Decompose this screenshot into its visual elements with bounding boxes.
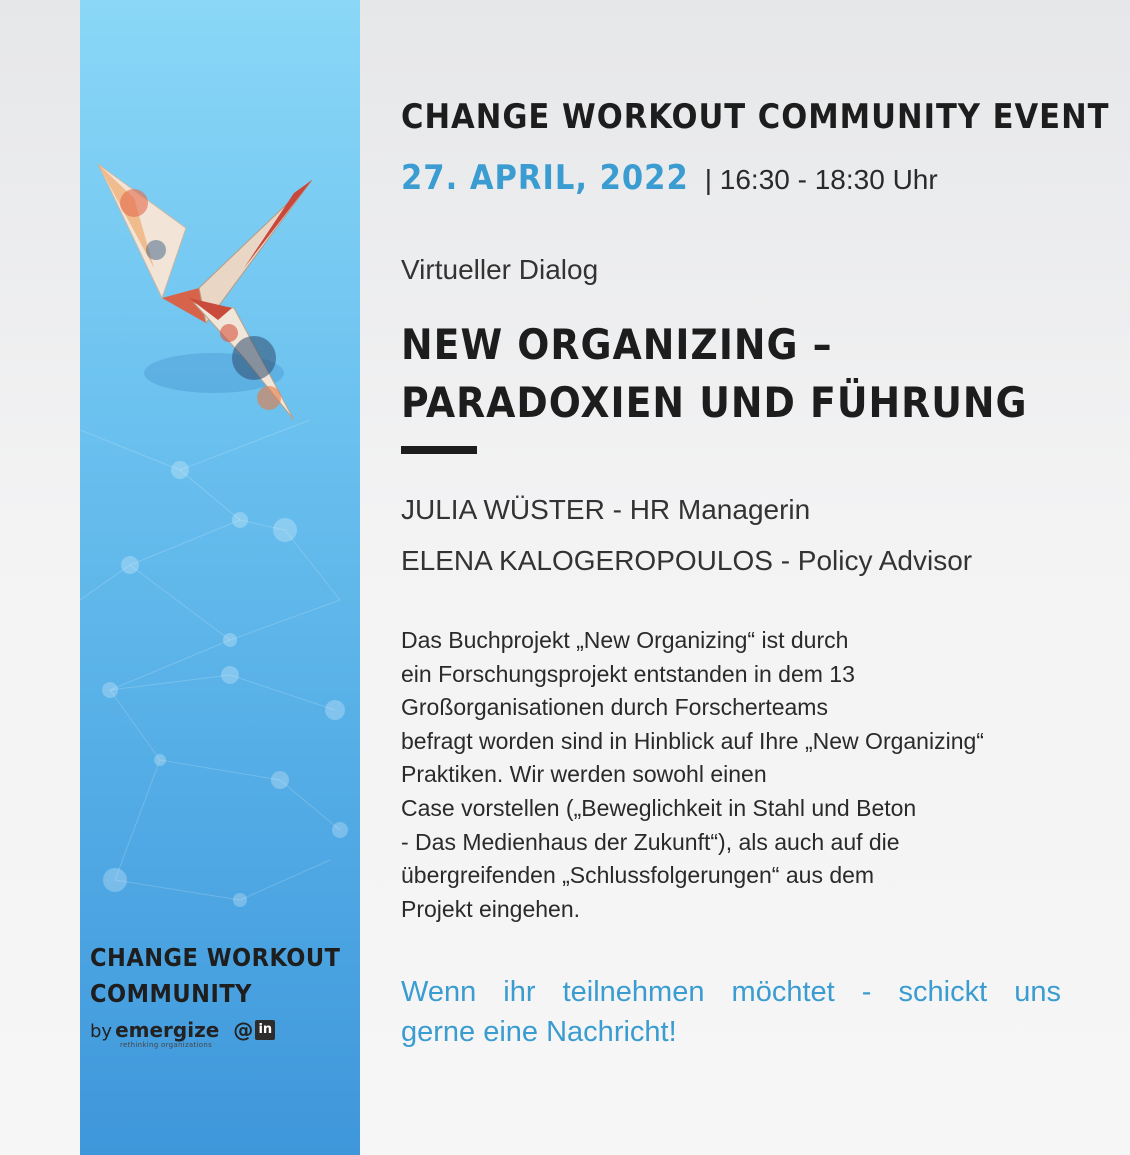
brand-block <box>90 940 355 1049</box>
linkedin-icon[interactable]: in <box>255 1020 275 1040</box>
description-line: ein Forschungsprojekt entstanden in dem 13 <box>401 660 855 687</box>
session-title-line: PARADOXIEN UND FÜHRUNG <box>401 378 1028 427</box>
description-line: - Das Medienhaus der Zukunft“), als auch auf die <box>401 828 900 855</box>
side-panel <box>80 0 360 1155</box>
description-line: Großorganisationen durch Forscherteams <box>401 694 828 721</box>
origami-crane-image <box>94 158 319 428</box>
event-description <box>401 624 1091 926</box>
cta-word: möchtet <box>731 976 835 1008</box>
event-time: | 16:30 - 18:30 Uhr <box>704 164 938 195</box>
session-title <box>401 316 1101 432</box>
brand-row <box>90 1018 355 1042</box>
cta-line <box>401 972 1061 1012</box>
speaker-list <box>401 484 972 586</box>
brand-company <box>90 1018 219 1042</box>
description-line: übergreifenden „Schlussfolgerungen“ aus dem <box>401 862 875 889</box>
title-divider <box>401 446 477 454</box>
cta-word: schickt <box>898 976 988 1008</box>
session-title-line: NEW ORGANIZING – <box>401 320 833 369</box>
event-date-row <box>401 158 938 198</box>
session-format: Virtueller Dialog <box>401 254 599 285</box>
cta-word: - <box>861 976 872 1008</box>
call-to-action <box>401 972 1061 1052</box>
description-line: befragt worden sind in Hinblick auf Ihre „New Organizing“ <box>401 727 984 754</box>
cta-line: gerne eine Nachricht! <box>401 1016 677 1048</box>
description-line: Case vorstellen („Beweglichkeit in Stahl und Beton <box>401 794 917 821</box>
description-line: Praktiken. Wir werden sowohl einen <box>401 761 767 788</box>
event-date: 27. APRIL, 2022 <box>401 158 689 198</box>
cta-word: teilnehmen <box>562 976 705 1008</box>
brand-by-label: by <box>90 1021 113 1042</box>
cta-word: Wenn <box>401 976 477 1008</box>
event-title: CHANGE WORKOUT COMMUNITY EVENT <box>401 97 1110 137</box>
cta-word: uns <box>1014 976 1061 1008</box>
brand-at-symbol: @ <box>233 1018 254 1042</box>
speaker-item: ELENA KALOGEROPOULOS - Policy Advisor <box>401 545 973 576</box>
speaker-item: JULIA WÜSTER - HR Managerin <box>401 494 811 525</box>
brand-title: CHANGE WORKOUT COMMUNITY <box>90 943 341 1008</box>
brand-company-name: emergize <box>115 1018 220 1042</box>
cta-word: ihr <box>503 976 536 1008</box>
brand-tagline: rethinking organizations <box>120 1041 213 1049</box>
description-line: Das Buchprojekt „New Organizing“ ist durch <box>401 627 849 653</box>
description-line: Projekt eingehen. <box>401 895 581 922</box>
